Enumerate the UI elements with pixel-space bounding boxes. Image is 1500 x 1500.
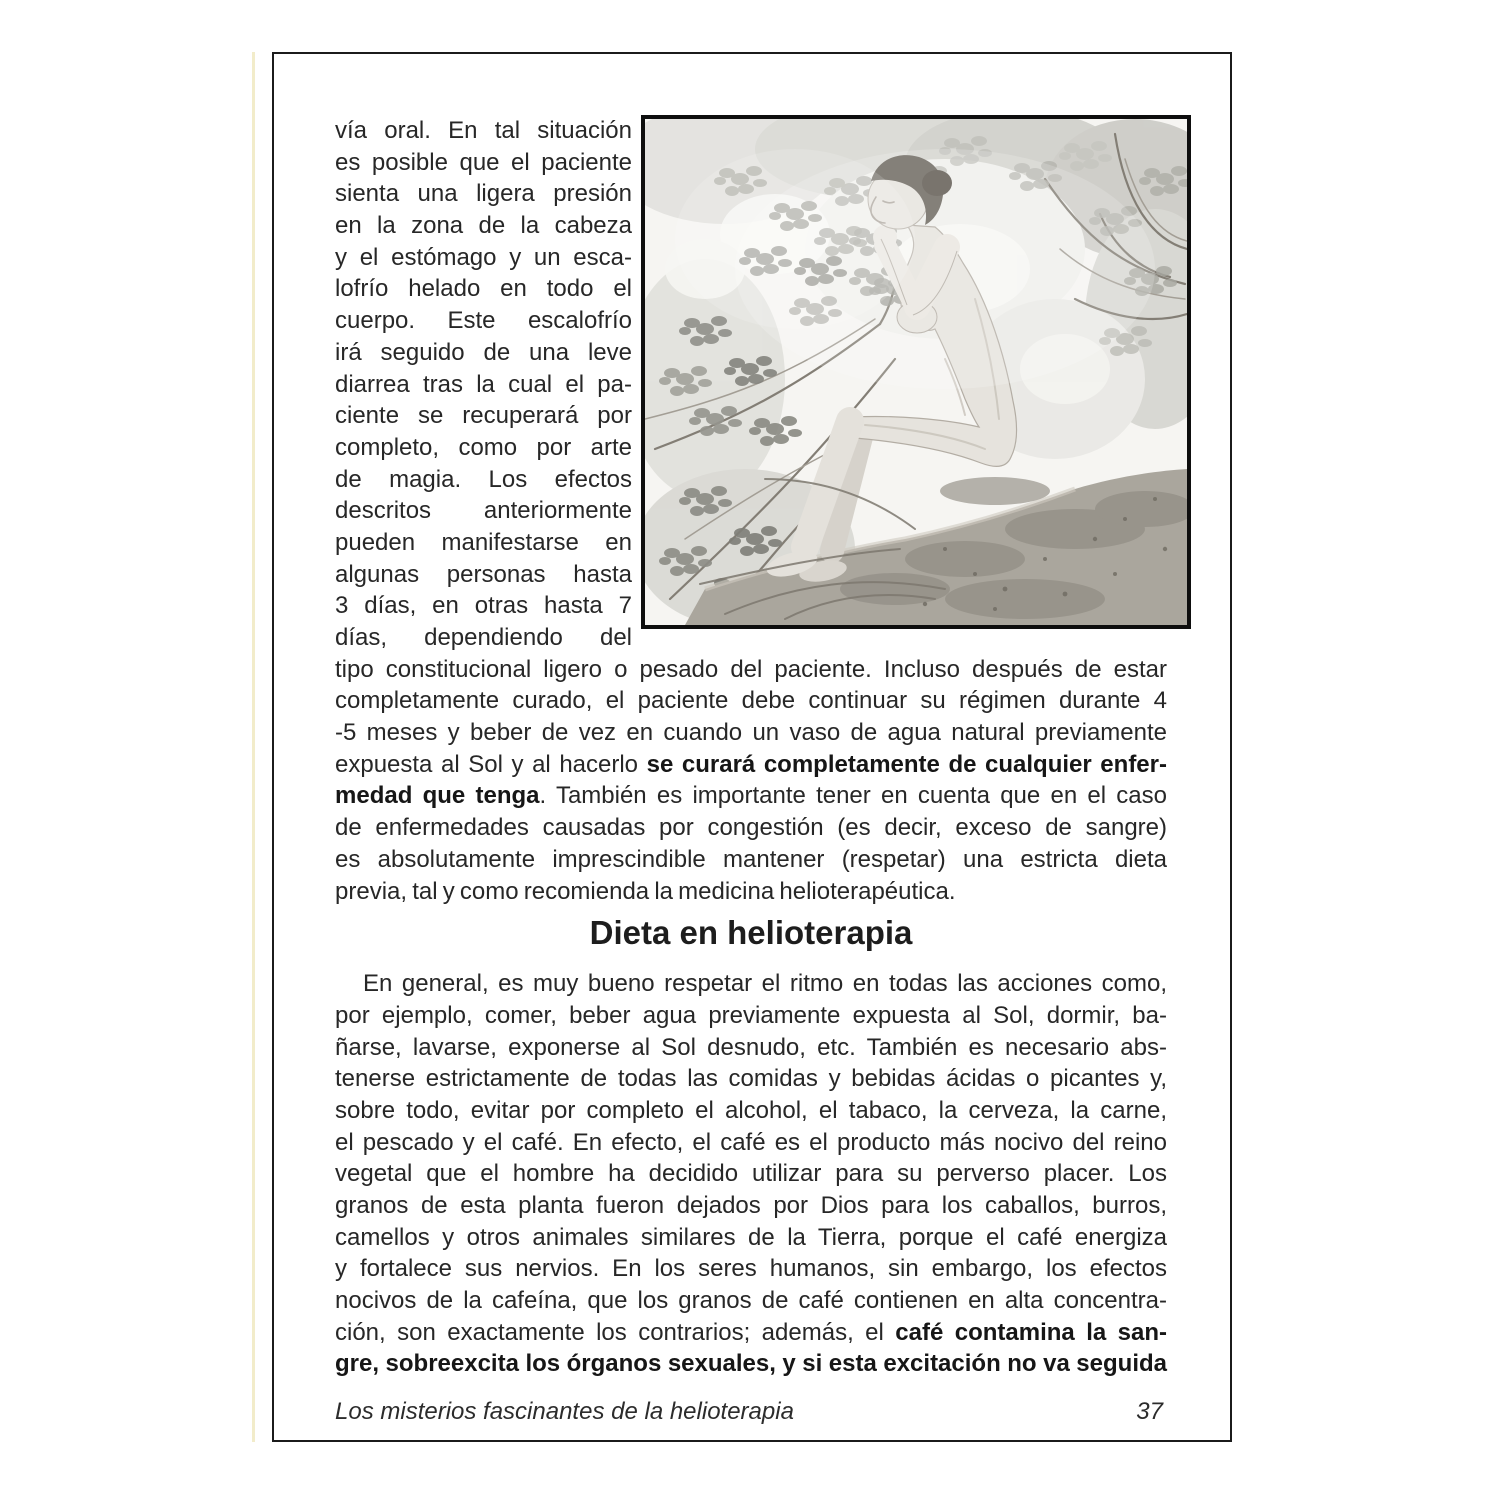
intro-text-column (335, 115, 632, 654)
footer-page-number: 37 (1136, 1398, 1163, 1425)
paragraph-treatment (335, 654, 1167, 908)
paragraph-diet (335, 968, 1167, 1380)
text-line: por ejemplo, comer, beber agua previamente expuesta al Sol, dormir, ba- (335, 1001, 1167, 1029)
text-line: en la zona de la cabeza (335, 212, 632, 240)
book-page (272, 52, 1232, 1442)
text-line: pueden manifestarse en (335, 528, 632, 556)
text-line (335, 749, 1167, 781)
bold-text-segment: café contamina la san- (895, 1318, 1167, 1346)
text-line: y el estómago y un esca- (335, 243, 632, 271)
text-line: lofrío helado en todo el (335, 275, 632, 303)
text-segment: expuesta al Sol y al hacerlo (335, 750, 647, 778)
text-line: -5 meses y beber de vez en cuando un vaso de agua natural previamente (335, 719, 1167, 747)
text-line: sienta una ligera presión (335, 180, 632, 208)
section-heading: Dieta en helioterapia (589, 914, 913, 952)
text-line: sobre todo, evitar por completo el alcohol, el tabaco, la cerveza, la carne, (335, 1096, 1167, 1124)
photo-illustration (645, 119, 1187, 625)
text-segment: ción, son exactamente los contrarios; además, el (335, 1318, 896, 1346)
text-line: 3 días, en otras hasta 7 (335, 592, 632, 620)
page-content (335, 54, 1167, 1380)
text-line: ñarse, lavarse, exponerse al Sol desnudo, etc. También es necesario abs- (335, 1033, 1167, 1061)
bold-text-segment: se curará completamente de cualquier enfer- (646, 750, 1167, 778)
text-line: previa, tal y como recomienda la medicina helioterapéutica. (335, 877, 956, 905)
text-line: tipo constitucional ligero o pesado del paciente. Incluso después de estar (335, 655, 1167, 683)
text-line: de enfermedades causadas por congestión (es decir, exceso de sangre) (335, 814, 1167, 842)
scan-edge-artifact (252, 52, 255, 1442)
photo-figure-in-nature (641, 115, 1191, 629)
text-line: ciente se recuperará por (335, 402, 632, 430)
text-line: es posible que el paciente (335, 148, 632, 176)
page-footer (335, 1398, 1163, 1426)
text-line: camellos y otros animales similares de la Tierra, porque el café energiza (335, 1223, 1167, 1251)
text-line: diarrea tras la cual el pa- (335, 370, 632, 398)
text-line: completo, como por arte (335, 433, 632, 461)
text-line: irá seguido de una leve (335, 338, 632, 366)
bold-text-segment: gre, sobreexcita los órganos sexuales, y si esta excitación no va seguida (335, 1350, 1167, 1378)
text-line: granos de esta planta fueron dejados por Dios para los caballos, burros, (335, 1192, 1167, 1219)
text-line: descritos anteriormente (335, 497, 632, 525)
text-line: algunas personas hasta (335, 560, 632, 588)
text-line: el pescado y el café. En efecto, el café es el producto más nocivo del reino (335, 1128, 1167, 1156)
text-line: es absolutamente imprescindible mantener (respetar) una estricta dieta (335, 845, 1167, 873)
text-line: tenerse estrictamente de todas las comidas y bebidas ácidas o picantes y, (335, 1065, 1167, 1093)
text-line (335, 780, 1167, 812)
footer-book-title: Los misterios fascinantes de la helioterapia (335, 1398, 794, 1425)
text-segment: . También es importante tener en cuenta que en el caso (539, 782, 1167, 810)
text-line (335, 1348, 1167, 1380)
text-line: vía oral. En tal situación (335, 117, 632, 144)
text-line: completamente curado, el paciente debe continuar su régimen durante 4 (335, 687, 1167, 715)
top-section (335, 115, 1167, 654)
text-line: y fortalece sus nervios. En los seres humanos, sin embargo, los efectos (335, 1255, 1167, 1283)
text-line: En general, es muy bueno respetar el ritmo en todas las acciones como, (363, 970, 1167, 998)
text-line: vegetal que el hombre ha decidido utilizar para su perverso placer. Los (335, 1160, 1167, 1188)
text-line: nocivos de la cafeína, que los granos de café contienen en alta concentra- (335, 1287, 1167, 1315)
text-line: cuerpo. Este escalofrío (335, 307, 632, 335)
text-line (335, 1317, 1167, 1349)
text-line: de magia. Los efectos (335, 465, 632, 493)
text-line: días, dependiendo del (335, 624, 632, 651)
bold-text-segment: medad que tenga (335, 782, 540, 810)
